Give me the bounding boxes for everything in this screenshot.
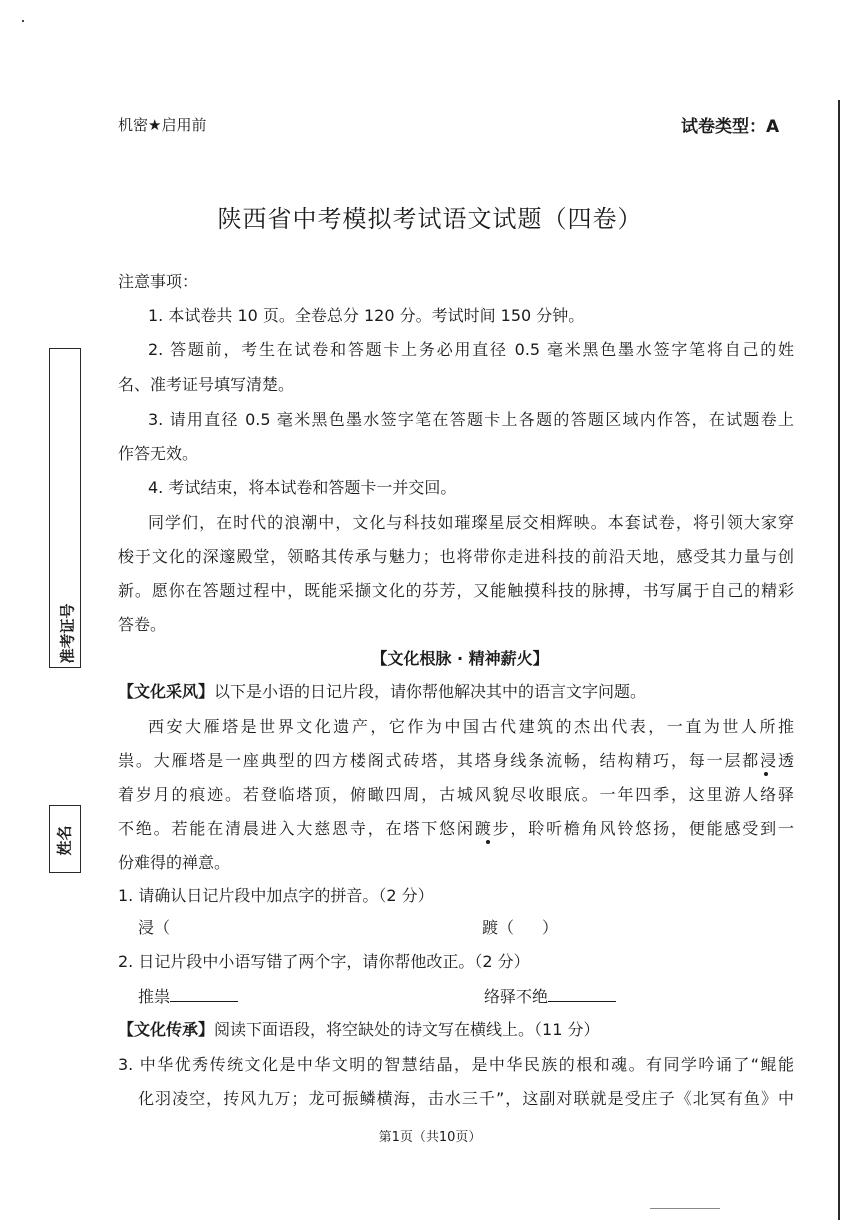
diary-line-4: 不绝。若能在清晨进入大慈恩寺，在塔下悠闲踱步，聆听檐角风铃悠扬，便能感受到一: [118, 819, 794, 838]
emphasis-dot-duo: [486, 840, 490, 844]
q1-item-a: [138, 918, 170, 938]
exam-title: 陕西省中考模拟考试语文试题（四卷）: [217, 205, 643, 233]
diary-line-5: 份难得的禅意。: [118, 853, 231, 872]
scan-dust-mark: [22, 20, 24, 22]
q2-item-a-label: 推祟: [138, 987, 171, 1006]
notice-heading: 注意事项：: [118, 272, 199, 291]
q1-item-b-label: 踱（: [482, 918, 515, 937]
intro-line-2: 梭于文化的深邃殿堂，领略其传承与魅力；也将带你走进科技的前沿天地，感受其力量与创: [118, 547, 794, 566]
q2-item-b: [484, 987, 616, 1007]
scan-artifact-line: [650, 1208, 720, 1209]
q1-item-a-label: 浸（: [138, 918, 171, 937]
notice-line-2: 2. 答题前，考生在试卷和答题卡上务必用直径 0.5 毫米黑色墨水签字笔将自己的姓: [148, 340, 794, 359]
section-title: 【文化根脉 · 精神薪火】: [371, 649, 549, 668]
notice-line-6: 4. 考试结束，将本试卷和答题卡一并交回。: [148, 478, 457, 497]
q2-stem: 2. 日记片段中小语写错了两个字，请你帮他改正。（2 分）: [118, 952, 530, 971]
q2-answer-blank-a[interactable]: [170, 987, 238, 1002]
confidential-mark: 机密★启用前: [118, 116, 207, 134]
q2-item-a: [138, 987, 238, 1007]
intro-line-3: 新。愿你在答题过程中，既能采撷文化的芬芳，又能触摸科技的脉搏，书写属于自己的精彩: [118, 581, 794, 600]
part1-instruction: [118, 682, 646, 702]
name-field[interactable]: [49, 805, 81, 873]
intro-line-1: 同学们，在时代的浪潮中，文化与科技如璀璨星辰交相辉映。本套试卷，将引领大家穿: [148, 513, 794, 532]
exam-id-field[interactable]: [49, 348, 81, 668]
q2-answer-blank-b[interactable]: [548, 987, 616, 1002]
page-number: 第1页（共10页）: [378, 1130, 482, 1145]
part2-instruction: [118, 1020, 599, 1040]
emphasis-dot-jin: [764, 772, 768, 776]
diary-line-1: 西安大雁塔是世界文化遗产，它作为中国古代建筑的杰出代表，一直为世人所推: [148, 717, 794, 736]
name-label: 姓名: [55, 825, 74, 856]
part1-label: 【文化采风】: [118, 682, 215, 701]
q1-item-b-close: ）: [542, 918, 559, 937]
exam-id-label: 准考证号: [58, 603, 77, 664]
notice-line-1: 1. 本试卷共 10 页。全卷总分 120 分。考试时间 150 分钟。: [148, 306, 585, 325]
diary-line-3: 着岁月的痕迹。若登临塔顶，俯瞰四周，古城风貌尽收眼底。一年四季，这里游人络驿: [118, 785, 794, 804]
q3-line-1: 3. 中华优秀传统文化是中华文明的智慧结晶，是中华民族的根和魂。有同学吟诵了“鲲能: [118, 1055, 794, 1074]
paper-type-label: 试卷类型：A: [681, 117, 780, 137]
intro-line-4: 答卷。: [118, 615, 167, 634]
diary-line-2: 祟。大雁塔是一座典型的四方楼阁式砖塔，其塔身线条流畅，结构精巧，每一层都浸透: [118, 751, 794, 770]
notice-line-5: 作答无效。: [118, 444, 199, 463]
part2-text: 阅读下面语段，将空缺处的诗文写在横线上。（11 分）: [214, 1020, 600, 1039]
part2-label: 【文化传承】: [118, 1020, 215, 1039]
part1-text: 以下是小语的日记片段，请你帮他解决其中的语言文字问题。: [214, 682, 647, 701]
notice-line-3: 名、准考证号填写清楚。: [118, 375, 295, 394]
notice-line-4: 3. 请用直径 0.5 毫米黑色墨水签字笔在答题卡上各题的答题区域内作答，在试题卷上: [148, 410, 794, 429]
q2-item-b-label: 络驿不绝: [484, 987, 549, 1006]
q3-line-2: 化羽凌空，抟风九万；龙可振鳞横海，击水三千”，这副对联就是受庄子《北冥有鱼》中: [138, 1089, 794, 1108]
q1-item-b: [482, 918, 558, 938]
q1-stem: 1. 请确认日记片段中加点字的拼音。（2 分）: [118, 886, 434, 905]
